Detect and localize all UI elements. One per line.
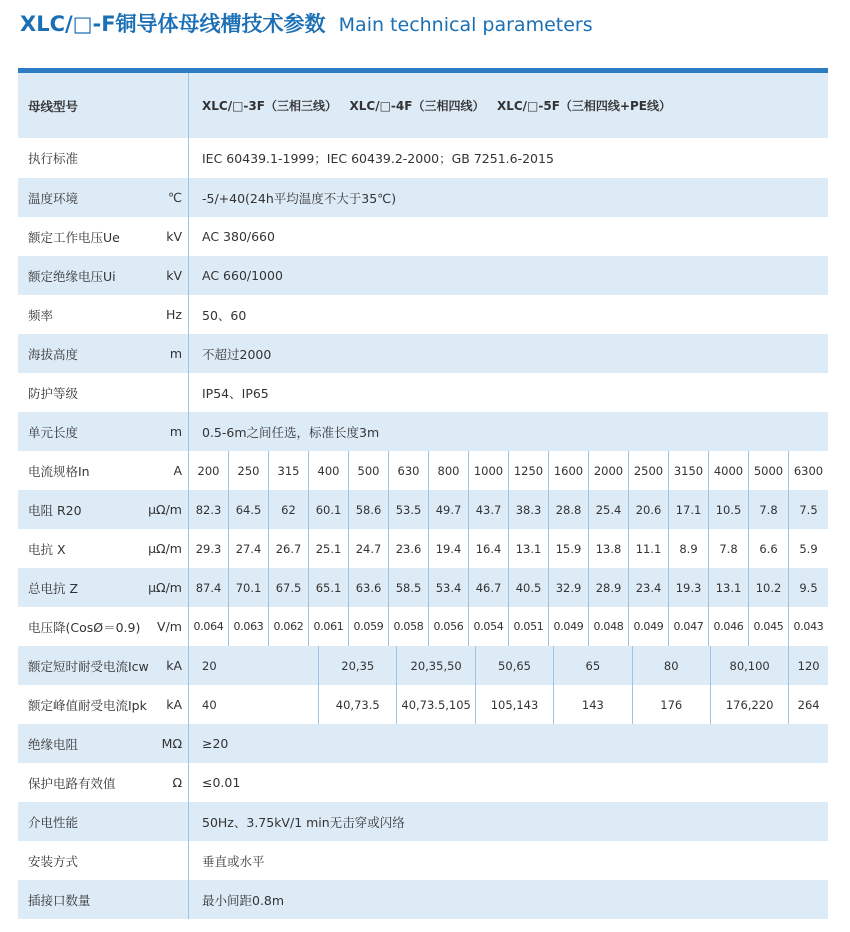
column-divider — [188, 685, 189, 724]
column-divider — [188, 412, 189, 451]
value-cell: 25.4 — [588, 490, 628, 529]
table-row — [18, 802, 828, 841]
value-cells — [189, 451, 828, 490]
value-cell: 200 — [197, 463, 220, 478]
value-cell: 80,100 — [710, 646, 788, 685]
row-value: 不超过2000 — [202, 346, 272, 362]
value-cell: 58.5 — [388, 568, 428, 607]
value-cell: 63.6 — [348, 568, 388, 607]
value-cell: 315 — [268, 451, 308, 490]
table-row — [18, 490, 828, 529]
value-cell: 1000 — [468, 451, 508, 490]
table-row — [18, 451, 828, 490]
table-row — [18, 217, 828, 256]
value-cell: 53.4 — [428, 568, 468, 607]
row-label: 执行标准 — [28, 151, 79, 166]
value-cell: 176 — [632, 685, 710, 724]
column-divider — [188, 451, 189, 490]
value-cell: 82.3 — [195, 502, 222, 517]
row-label: 绝缘电阻 — [28, 736, 79, 752]
row-label: 总电抗 Z — [28, 580, 79, 596]
row-unit: Hz — [166, 307, 182, 322]
value-cell: 64.5 — [228, 490, 268, 529]
table-row — [18, 724, 828, 763]
row-label: 保护电路有效值 — [28, 775, 116, 791]
value-cell: 28.9 — [588, 568, 628, 607]
table-row — [18, 607, 828, 646]
value-cell: 0.056 — [428, 607, 468, 646]
value-cell: 0.061 — [308, 607, 348, 646]
value-cell: 15.9 — [548, 529, 588, 568]
value-cell: 0.048 — [588, 607, 628, 646]
value-cell: 24.7 — [348, 529, 388, 568]
value-cell: 0.047 — [668, 607, 708, 646]
value-cell: 10.5 — [708, 490, 748, 529]
value-cells — [189, 529, 828, 568]
table-row — [18, 334, 828, 373]
value-cell: 20,35,50 — [396, 646, 474, 685]
value-cell: 65 — [553, 646, 631, 685]
column-divider — [188, 334, 189, 373]
value-cell: 13.1 — [708, 568, 748, 607]
row-unit: ℃ — [167, 190, 182, 205]
value-cell: 20,35 — [318, 646, 396, 685]
value-cell: 17.1 — [668, 490, 708, 529]
row-value: ≥20 — [202, 736, 229, 751]
value-cell: 7.8 — [708, 529, 748, 568]
table-row — [18, 412, 828, 451]
value-cell: 630 — [388, 451, 428, 490]
value-cell: 0.046 — [708, 607, 748, 646]
model-label: 母线型号 — [28, 98, 79, 114]
value-cells — [189, 646, 828, 685]
row-label: 电阻 R20 — [28, 502, 82, 518]
row-label: 额定工作电压Ue — [28, 229, 120, 245]
value-cell: 19.4 — [428, 529, 468, 568]
value-cell: 70.1 — [228, 568, 268, 607]
value-cell: 40,73.5,105 — [396, 685, 474, 724]
value-cell: 27.4 — [228, 529, 268, 568]
value-cell: 250 — [228, 451, 268, 490]
value-cells — [189, 568, 828, 607]
value-cell: 9.5 — [788, 568, 828, 607]
value-cell: 8.9 — [668, 529, 708, 568]
title-chinese: XLC/□-F铜导体母线槽技术参数 — [20, 12, 326, 36]
row-unit: V/m — [157, 619, 182, 634]
value-cell: 43.7 — [468, 490, 508, 529]
row-label: 海拔高度 — [28, 346, 79, 362]
value-cell: 16.4 — [468, 529, 508, 568]
value-cell: 4000 — [708, 451, 748, 490]
column-divider — [188, 73, 189, 138]
row-value: IP54、IP65 — [202, 385, 269, 401]
value-cell: 0.051 — [508, 607, 548, 646]
table-row — [18, 685, 828, 724]
value-cell: 0.064 — [193, 620, 224, 633]
row-label: 单元长度 — [28, 424, 79, 440]
row-label: 介电性能 — [28, 814, 79, 830]
row-label: 电抗 X — [28, 541, 66, 557]
row-label: 防护等级 — [28, 385, 79, 401]
column-divider — [188, 607, 189, 646]
column-divider — [188, 724, 189, 763]
value-cell: 500 — [348, 451, 388, 490]
row-value: 最小间距0.8m — [202, 892, 285, 908]
value-cell: 105,143 — [475, 685, 553, 724]
value-cell: 0.043 — [788, 607, 828, 646]
row-value: 50Hz、3.75kV/1 min无击穿或闪络 — [202, 814, 405, 830]
column-divider — [188, 138, 189, 178]
value-cell: 28.8 — [548, 490, 588, 529]
row-unit: kA — [166, 697, 182, 712]
value-cell: 40.5 — [508, 568, 548, 607]
column-divider — [188, 841, 189, 880]
value-cell: 40,73.5 — [318, 685, 396, 724]
row-label: 额定绝缘电压Ui — [28, 268, 116, 284]
value-cell: 49.7 — [428, 490, 468, 529]
value-cell: 23.6 — [388, 529, 428, 568]
value-cell: 62 — [268, 490, 308, 529]
column-divider — [188, 490, 189, 529]
row-label: 插接口数量 — [28, 892, 91, 908]
table-row — [18, 373, 828, 412]
value-cell: 176,220 — [710, 685, 788, 724]
row-value: AC 660/1000 — [202, 268, 283, 283]
table-row — [18, 178, 828, 217]
value-cell: 0.045 — [748, 607, 788, 646]
column-divider — [188, 217, 189, 256]
row-unit: A — [173, 463, 182, 478]
table-row — [18, 568, 828, 607]
value-cell: 25.1 — [308, 529, 348, 568]
column-divider — [188, 646, 189, 685]
table-row — [18, 256, 828, 295]
value-cell: 13.1 — [508, 529, 548, 568]
row-label: 额定短时耐受电流Icw — [28, 658, 149, 674]
value-cell: 120 — [788, 646, 828, 685]
value-cell: 1600 — [548, 451, 588, 490]
row-unit: kA — [166, 658, 182, 673]
value-cell: 6.6 — [748, 529, 788, 568]
value-cell: 143 — [553, 685, 631, 724]
value-cell: 20.6 — [628, 490, 668, 529]
value-cells — [189, 685, 828, 724]
value-cell: 0.063 — [228, 607, 268, 646]
table-row — [18, 763, 828, 802]
value-cell: 53.5 — [388, 490, 428, 529]
table-row — [18, 529, 828, 568]
spec-table — [18, 73, 828, 919]
table-row — [18, 646, 828, 685]
value-cell: 32.9 — [548, 568, 588, 607]
value-cell: 87.4 — [195, 580, 222, 595]
model-list: XLC/□-3F（三相三线） XLC/□-4F（三相四线） XLC/□-5F（三相四线+PE线） — [202, 99, 671, 113]
row-value: 50、60 — [202, 307, 247, 323]
value-cell: 5000 — [748, 451, 788, 490]
table-header-row — [18, 73, 828, 138]
row-label: 电流规格In — [28, 463, 90, 479]
column-divider — [188, 802, 189, 841]
value-cell: 2000 — [588, 451, 628, 490]
value-cell: 7.5 — [788, 490, 828, 529]
column-divider — [188, 880, 189, 919]
row-label: 频率 — [28, 307, 54, 323]
value-cell: 50,65 — [475, 646, 553, 685]
value-cell: 65.1 — [308, 568, 348, 607]
value-cell: 6300 — [788, 451, 828, 490]
value-cell: 67.5 — [268, 568, 308, 607]
column-divider — [188, 529, 189, 568]
value-cell: 264 — [788, 685, 828, 724]
row-unit: μΩ/m — [148, 502, 182, 517]
table-row — [18, 138, 828, 178]
row-unit: m — [169, 346, 182, 361]
value-cell: 13.8 — [588, 529, 628, 568]
column-divider — [188, 373, 189, 412]
value-cells — [189, 607, 828, 646]
page-title — [20, 8, 593, 38]
value-cell: 38.3 — [508, 490, 548, 529]
value-cell: 19.3 — [668, 568, 708, 607]
value-cell: 23.4 — [628, 568, 668, 607]
value-cell: 40 — [202, 697, 217, 712]
row-value: 垂直或水平 — [202, 853, 265, 869]
value-cell: 10.2 — [748, 568, 788, 607]
value-cell: 0.059 — [348, 607, 388, 646]
value-cell: 0.049 — [548, 607, 588, 646]
value-cell: 60.1 — [308, 490, 348, 529]
column-divider — [188, 568, 189, 607]
row-label: 额定峰值耐受电流Ipk — [28, 697, 147, 713]
value-cell: 1250 — [508, 451, 548, 490]
value-cell: 20 — [202, 658, 217, 673]
table-row — [18, 880, 828, 919]
row-value: -5/+40(24h平均温度不大于35℃) — [202, 190, 397, 206]
value-cell: 80 — [632, 646, 710, 685]
row-unit: kV — [166, 229, 182, 244]
value-cell: 0.049 — [628, 607, 668, 646]
value-cell: 29.3 — [195, 541, 222, 556]
row-label: 安装方式 — [28, 853, 79, 869]
value-cell: 5.9 — [788, 529, 828, 568]
table-row — [18, 841, 828, 880]
row-unit: Ω — [172, 775, 182, 790]
value-cell: 800 — [428, 451, 468, 490]
row-unit: MΩ — [161, 736, 182, 751]
column-divider — [188, 256, 189, 295]
value-cell: 400 — [308, 451, 348, 490]
row-unit: m — [169, 424, 182, 439]
title-english: Main technical parameters — [338, 14, 593, 36]
value-cell: 26.7 — [268, 529, 308, 568]
row-label: 温度环境 — [28, 190, 79, 206]
row-unit: kV — [166, 268, 182, 283]
value-cell: 11.1 — [628, 529, 668, 568]
row-value: ≤0.01 — [202, 775, 241, 790]
row-unit: μΩ/m — [148, 541, 182, 556]
value-cell: 0.054 — [468, 607, 508, 646]
column-divider — [188, 763, 189, 802]
row-value: AC 380/660 — [202, 229, 275, 244]
column-divider — [188, 178, 189, 217]
table-row — [18, 295, 828, 334]
value-cell: 3150 — [668, 451, 708, 490]
value-cell: 0.058 — [388, 607, 428, 646]
row-value: 0.5-6m之间任选，标准长度3m — [202, 424, 380, 440]
value-cell: 2500 — [628, 451, 668, 490]
row-unit: μΩ/m — [148, 580, 182, 595]
row-label: 电压降(CosØ＝0.9) — [28, 619, 141, 635]
value-cell: 0.062 — [268, 607, 308, 646]
value-cell: 58.6 — [348, 490, 388, 529]
value-cells — [189, 490, 828, 529]
value-cell: 46.7 — [468, 568, 508, 607]
column-divider — [188, 295, 189, 334]
row-value: IEC 60439.1-1999；IEC 60439.2-2000；GB 7251.6-2015 — [202, 151, 554, 166]
value-cell: 7.8 — [748, 490, 788, 529]
